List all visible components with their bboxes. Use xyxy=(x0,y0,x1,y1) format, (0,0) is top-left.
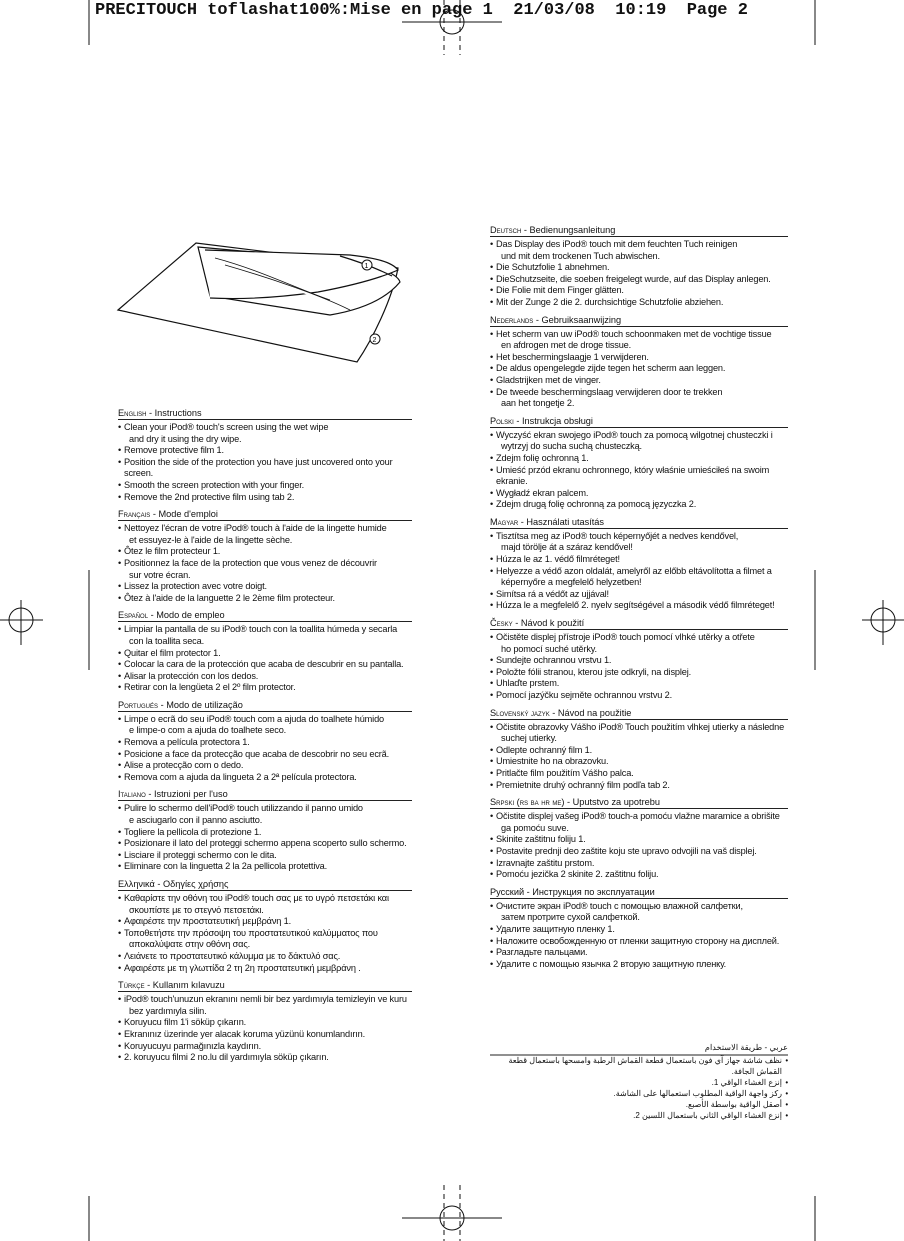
instruction-line: aan het tongetje 2. xyxy=(501,398,575,409)
instruction-item xyxy=(118,963,412,975)
instruction-item xyxy=(118,659,412,671)
instruction-item xyxy=(490,387,788,410)
instruction-line: • Очистите экран iPod® touch с помощью влажной салфетки, xyxy=(496,900,743,911)
instruction-item xyxy=(490,745,788,757)
instruction-line: • Limpiar la pantalla de su iPod® touch con la toallita húmeda y secarla xyxy=(124,624,398,635)
instruction-item xyxy=(490,722,788,745)
instruction-item xyxy=(118,624,412,647)
instruction-line: • Die Schutzfolie 1 abnehmen. xyxy=(496,262,610,273)
instruction-item xyxy=(490,936,788,948)
instruction-list xyxy=(118,803,412,873)
section-title-text: - Návod k použití xyxy=(512,618,585,629)
instruction-line: • iPod® touch'unuzun ekranını nemli bir bez yardımıyla temizleyin ve kuru xyxy=(124,994,407,1005)
section-title xyxy=(118,789,412,801)
instruction-item xyxy=(490,678,788,690)
instruction-list xyxy=(490,430,788,511)
section-nederlands xyxy=(490,315,788,410)
instruction-line: képernyőre a megfelelő helyzetben! xyxy=(501,577,642,588)
instruction-line: • Premietnite druhý ochranný film podľa tab 2. xyxy=(496,779,670,790)
section-greek xyxy=(118,879,412,974)
instruction-item xyxy=(118,749,412,761)
instruction-item xyxy=(118,1017,412,1029)
section-title-text: - Uputstvo za upotrebu xyxy=(564,797,660,808)
instruction-item xyxy=(118,714,412,737)
instruction-list xyxy=(118,422,412,503)
instruction-line: and dry it using the dry wipe. xyxy=(129,433,242,444)
instruction-item xyxy=(118,648,412,660)
instruction-item xyxy=(490,869,788,881)
section-title-text: - Kullanım kılavuzu xyxy=(144,980,225,991)
instruction-item xyxy=(490,465,788,488)
page-header: PRECITOUCH toflashat100%:Mise en page 1 21/03/08 10:19 Page 2 xyxy=(95,1,748,20)
instruction-item xyxy=(490,329,788,352)
instruction-line: • Remova a película protectora 1. xyxy=(124,737,250,748)
instruction-line: sur votre écran. xyxy=(129,569,191,580)
instruction-line: • Postavite prednji deo zaštite koju ste upravo odvojili na vaš displej. xyxy=(496,845,757,856)
instruction-line: • Lissez la protection avec votre doigt. xyxy=(124,581,267,592)
instruction-item xyxy=(118,951,412,963)
instruction-line: • Wyczyść ekran swojego iPod® touch za pomocą wilgotnej chusteczki i xyxy=(496,429,773,440)
instruction-item xyxy=(118,803,412,826)
instruction-item xyxy=(490,488,788,500)
instruction-item xyxy=(118,827,412,839)
instruction-list xyxy=(490,329,788,410)
instruction-line: • Posicione a face da protecção que acaba de descobrir no seu ecrã. xyxy=(124,748,390,759)
instruction-line: затем протрите сухой салфеткой. xyxy=(501,912,640,923)
left-column xyxy=(118,408,412,1070)
section-title-text: - Használati utasítás xyxy=(518,516,605,527)
instruction-item xyxy=(118,593,412,605)
instruction-item xyxy=(118,581,412,593)
instruction-line: • Het beschermingslaagje 1 verwijderen. xyxy=(496,351,649,362)
instruction-item xyxy=(118,480,412,492)
instruction-line: ga pomoću suve. xyxy=(501,822,569,833)
arabic-item: • أصقل الواقية بواسطة الأصبع. xyxy=(490,1099,788,1110)
instruction-line: • Položte fólii stranou, kterou jste odkryli, na displej. xyxy=(496,666,691,677)
instruction-line: majd törölje át a száraz kendővel! xyxy=(501,542,633,553)
section-title xyxy=(118,879,412,891)
instruction-line: • Koruyucuyu parmağınızla kaydırın. xyxy=(124,1040,262,1051)
instruction-list xyxy=(118,994,412,1064)
instruction-item xyxy=(118,916,412,928)
instruction-line: • Koruyucu film 1'i söküp çıkarın. xyxy=(124,1017,247,1028)
section-title xyxy=(490,416,788,428)
instruction-list xyxy=(490,901,788,971)
section-title-text: - Istruzioni per l'uso xyxy=(145,789,228,800)
instruction-line: • De aldus opengelegde zijde tegen het scherm aan leggen. xyxy=(496,363,726,374)
instruction-line: • Tisztítsa meg az iPod® touch képernyőjét a nedves kendővel, xyxy=(496,530,739,541)
instruction-item xyxy=(490,589,788,601)
instruction-item xyxy=(490,297,788,309)
instruction-line: • Remova com a ajuda da lingueta 2 a 2ª película protectora. xyxy=(124,771,357,782)
instruction-item xyxy=(490,811,788,834)
section-title-language: Français xyxy=(118,509,151,520)
instruction-line: • Pulire lo schermo dell'iPod® touch utilizzando il panno umido xyxy=(124,803,363,814)
section-title-text: - Modo de empleo xyxy=(148,610,225,621)
instruction-list xyxy=(118,893,412,974)
instruction-line: • Lisciare il proteggi schermo con le dita. xyxy=(124,849,277,860)
instruction-line: bez yardımıyla silin. xyxy=(129,1005,207,1016)
instruction-line: • Remove the 2nd protective film using tab 2. xyxy=(124,491,295,502)
instruction-item xyxy=(118,994,412,1017)
instruction-item xyxy=(490,352,788,364)
arabic-list xyxy=(490,1055,788,1121)
instruction-line: • Τοποθετήστε την πρόσοψη του προστατευτικού καλύμματος που xyxy=(124,927,378,938)
section-title-text: - Gebruiksaanwijzing xyxy=(533,314,622,325)
instruction-line: • Nettoyez l'écran de votre iPod® touch à l'aide de la lingette humide xyxy=(124,523,387,534)
instruction-line: • Λειάνετε το προστατευτικό κάλυμμα με το δάκτυλό σας. xyxy=(124,950,341,961)
instruction-item xyxy=(490,858,788,870)
section-portugues xyxy=(118,700,412,784)
film-illustration xyxy=(118,243,400,362)
instruction-line: • Zdejm drugą folię ochronną za pomocą języczka 2. xyxy=(496,499,697,510)
instruction-line: • Smooth the screen protection with your finger. xyxy=(124,479,305,490)
instruction-line: αποκαλύψατε στην οθόνη σας. xyxy=(129,939,251,950)
instruction-list xyxy=(490,531,788,612)
instruction-line: • Húzza le az 1. védő filmréteget! xyxy=(496,554,620,565)
instruction-list xyxy=(490,239,788,309)
instruction-line: • Očistite displej vašeg iPod® touch-a pomoću vlažne maramice a obrišite xyxy=(496,811,780,822)
instruction-item xyxy=(118,838,412,850)
instruction-line: und mit dem trockenen Tuch abwischen. xyxy=(501,250,660,261)
instruction-item xyxy=(490,655,788,667)
instruction-line: • Ekranınız üzerinde yer alacak koruma yüzünü konumlandırın. xyxy=(124,1028,366,1039)
instruction-line: • Pomocí jazýčku sejměte ochrannou vrstvu 2. xyxy=(496,690,673,700)
instruction-line: • Retirar con la lengüeta 2 el 2º film protector. xyxy=(124,682,296,693)
instruction-line: ho pomocí suché utěrky. xyxy=(501,643,597,654)
instruction-line: • Alisar la protección con los dedos. xyxy=(124,670,259,681)
instruction-item xyxy=(118,850,412,862)
instruction-item xyxy=(118,1041,412,1053)
section-title xyxy=(118,610,412,622)
instruction-item xyxy=(118,760,412,772)
section-title-language: Deutsch xyxy=(490,225,522,235)
label-2: 2 xyxy=(372,337,377,344)
instruction-list xyxy=(490,722,788,792)
section-title xyxy=(490,517,788,529)
section-title-language: Polski xyxy=(490,415,514,426)
section-polski xyxy=(490,416,788,511)
instruction-item xyxy=(118,928,412,951)
instruction-item xyxy=(118,893,412,916)
instruction-line: • Pritlačte film použitím Vášho palca. xyxy=(496,767,634,778)
arabic-item: • نظف شاشة جهاز آي فون باستعمال قطعة القماش الرطبة وامسحها باستعمال قطعة القماش الجافة. xyxy=(490,1055,788,1077)
section-italiano xyxy=(118,789,412,873)
instruction-item xyxy=(490,834,788,846)
instruction-item xyxy=(490,285,788,297)
section-title xyxy=(490,887,788,899)
instruction-item xyxy=(118,861,412,873)
instruction-list xyxy=(118,523,412,604)
instruction-item xyxy=(490,947,788,959)
instruction-item xyxy=(490,901,788,924)
instruction-line: • Удалите защитную пленку 1. xyxy=(496,923,615,934)
instruction-line: • Alise a protecção com o dedo. xyxy=(124,760,244,771)
instruction-item xyxy=(490,363,788,375)
section-title-text: - Návod na použitie xyxy=(549,707,632,718)
instruction-line: • Helyezze a védő azon oldalát, amelyről az előbb eltávolította a filmet a xyxy=(496,565,772,576)
instruction-line: • Očistite obrazovky Vášho iPod® Touch použitím vlhkej utierky a následne xyxy=(496,721,785,732)
instruction-list xyxy=(118,714,412,784)
instruction-line: • Clean your iPod® touch's screen using the wet wipe xyxy=(124,422,329,432)
section-title xyxy=(118,509,412,521)
section-espanol xyxy=(118,610,412,694)
section-title-language: Slovenský jazyk xyxy=(490,707,550,718)
instruction-line: • Het scherm van uw iPod® touch schoonmaken met de vochtige tissue xyxy=(496,328,772,339)
instruction-list xyxy=(118,624,412,694)
instruction-line: σκουπίστε με το στεγνό πετσετάκι. xyxy=(129,904,264,915)
arabic-item: • إنزع الغشاء الواقي 1. xyxy=(490,1077,788,1088)
instruction-item xyxy=(118,1029,412,1041)
section-english xyxy=(118,408,412,503)
section-title-language: Nederlands xyxy=(490,314,534,325)
right-column xyxy=(490,225,788,976)
instruction-line: • Odlepte ochranný film 1. xyxy=(496,744,592,755)
instruction-item xyxy=(490,768,788,780)
section-title-text: Ελληνικά - Οδηγίες χρήσης xyxy=(118,879,229,889)
instruction-line: • Αφαιρέστε την προστατευτική μεμβράνη 1. xyxy=(124,916,291,927)
instruction-item xyxy=(490,554,788,566)
instruction-item xyxy=(490,262,788,274)
instruction-item xyxy=(490,632,788,655)
instruction-line: • Očistěte displej přístroje iPod® touch pomocí vlhké utěrky a otřete xyxy=(496,632,755,643)
section-slovensky xyxy=(490,708,788,792)
section-title-text: - Bedienungsanleitung xyxy=(521,225,616,235)
section-title-text: - Instructions xyxy=(146,408,202,418)
instruction-item xyxy=(118,682,412,694)
section-cesky xyxy=(490,618,788,702)
instruction-item xyxy=(490,375,788,387)
instruction-line: • Positionnez la face de la protection que vous venez de découvrir xyxy=(124,557,377,568)
instruction-line: e asciugarlo con il panno asciutto. xyxy=(129,815,263,826)
instruction-line: • Posizionare il lato del proteggi schermo appena scoperto sullo schermo. xyxy=(124,838,407,849)
instruction-line: • Eliminare con la linguetta 2 la 2a pellicola protettiva. xyxy=(124,861,328,872)
instruction-line: • Quitar el film protector 1. xyxy=(124,647,221,658)
instruction-line: • Das Display des iPod® touch mit dem feuchten Tuch reinigen xyxy=(496,239,738,249)
section-title-text: - Modo de utilização xyxy=(158,699,243,710)
instruction-line: • Remove protective film 1. xyxy=(124,445,224,456)
section-magyar xyxy=(490,517,788,612)
instruction-item xyxy=(490,600,788,612)
instruction-item xyxy=(118,523,412,546)
section-turkce xyxy=(118,980,412,1064)
instruction-line: con la toallita seca. xyxy=(129,635,204,646)
section-title-language: Česky xyxy=(490,618,513,629)
instruction-item xyxy=(490,780,788,792)
instruction-line: • Húzza le a megfelelő 2. nyelv segítségével a második védő filmréteget! xyxy=(496,600,775,611)
instruction-line: • Position the side of the protection you have just uncovered onto your screen. xyxy=(124,456,393,479)
section-title-language: Magyar xyxy=(490,516,519,527)
instruction-line: wytrzyj do sucha suchą chusteczką. xyxy=(501,441,642,452)
instruction-line: • Umieść przód ekranu ochronnego, który właśnie umieściłeś na swoim ekranie. xyxy=(496,464,770,487)
instruction-line: • De tweede beschermingslaag verwijderen door te trekken xyxy=(496,386,723,397)
section-deutsch xyxy=(490,225,788,309)
instruction-item xyxy=(490,274,788,286)
instruction-line: • Wygładź ekran palcem. xyxy=(496,487,589,498)
section-title xyxy=(490,708,788,720)
instruction-item xyxy=(118,737,412,749)
arabic-item: • إنزع الغشاء الواقي الثاني باستعمال اللسين 2. xyxy=(490,1110,788,1121)
instruction-item xyxy=(490,239,788,262)
instruction-line: et essuyez-le à l'aide de la lingette sèche. xyxy=(129,534,293,545)
section-title-language: English xyxy=(118,408,147,418)
instruction-line: • Αφαιρέστε με τη γλωττίδα 2 τη 2η προστατευτική μεμβράνη . xyxy=(124,962,361,973)
instruction-item xyxy=(118,1052,412,1064)
section-title xyxy=(118,408,412,420)
instruction-line: • Sundejte ochrannou vrstvu 1. xyxy=(496,655,612,666)
instruction-line: • Togliere la pellicola di protezione 1. xyxy=(124,826,262,837)
instruction-line: • DieSchutzseite, die soeben freigelegt wurde, auf das Display anlegen. xyxy=(496,273,771,284)
instruction-item xyxy=(118,671,412,683)
instruction-line: • Ôtez à l'aide de la languette 2 le 2ème film protecteur. xyxy=(124,592,335,603)
instruction-item xyxy=(490,959,788,971)
instruction-line: • Mit der Zunge 2 die 2. durchsichtige Schutzfolie abziehen. xyxy=(496,296,724,307)
instruction-line: • Die Folie mit dem Finger glätten. xyxy=(496,285,624,296)
instruction-item xyxy=(118,457,412,480)
instruction-item xyxy=(490,531,788,554)
instruction-line: • Gladstrijken met de vinger. xyxy=(496,374,601,385)
instruction-line: • Ôtez le film protecteur 1. xyxy=(124,546,221,557)
instruction-line: • Наложите освобожденную от пленки защитную сторону на дисплей. xyxy=(496,935,780,946)
instruction-line: • Καθαρίστε την οθόνη του iPod® touch σας με το υγρό πετσετάκι και xyxy=(124,893,389,903)
instruction-line: • Разгладьте пальцами. xyxy=(496,947,588,958)
instruction-line: • 2. koruyucu filmi 2 no.lu dil yardımıyla söküp çıkarın. xyxy=(124,1052,329,1063)
instruction-line: • Удалите с помощью язычка 2 вторую защитную пленку. xyxy=(496,958,727,969)
instruction-item xyxy=(490,499,788,511)
instruction-item xyxy=(118,422,412,445)
instruction-item xyxy=(490,430,788,453)
instruction-item xyxy=(118,546,412,558)
section-srpski xyxy=(490,797,788,881)
instruction-line: • Simítsa rá a védőt az ujjával! xyxy=(496,588,609,599)
instruction-item xyxy=(490,756,788,768)
section-title-language: Türkçe xyxy=(118,980,145,991)
section-title xyxy=(118,980,412,992)
arabic-title: عربي - طريقة الاستخدام xyxy=(704,1043,788,1052)
instruction-item xyxy=(490,667,788,679)
section-title xyxy=(490,315,788,327)
instruction-line: • Umiestnite ho na obrazovku. xyxy=(496,756,609,767)
instruction-line: • Uhlaďte prstem. xyxy=(496,678,560,689)
section-title-language: Srpski (rs ba hr me) xyxy=(490,797,565,808)
section-title-language: Portugués xyxy=(118,699,159,710)
instruction-line: en afdrogen met de droge tissue. xyxy=(501,340,632,351)
section-title xyxy=(490,797,788,809)
instruction-line: • Izravnajte zaštitu prstom. xyxy=(496,857,595,868)
section-francais xyxy=(118,509,412,604)
section-title-language: Español xyxy=(118,610,149,621)
instruction-item xyxy=(118,772,412,784)
instruction-item xyxy=(490,846,788,858)
section-title xyxy=(490,225,788,237)
instruction-item xyxy=(118,558,412,581)
section-title-language: Italiano xyxy=(118,789,146,800)
arabic-section xyxy=(490,1042,788,1121)
label-1: 1 xyxy=(364,263,369,270)
instruction-item xyxy=(490,690,788,702)
section-title-text: - Instrukcja obsługi xyxy=(513,415,593,426)
instruction-list xyxy=(490,811,788,881)
section-title-text: - Mode d'emploi xyxy=(150,509,218,520)
instruction-line: • Colocar la cara de la protección que acaba de descubrir en su pantalla. xyxy=(124,659,404,670)
instruction-item xyxy=(490,453,788,465)
arabic-item: • ركز واجهة الواقية المطلوب استعمالها على الشاشة. xyxy=(490,1088,788,1099)
instruction-line: • Pomoću jezička 2 skinite 2. zaštitnu foliju. xyxy=(496,869,659,880)
section-title-text: Русский - Инструкция по эксплуатации xyxy=(490,886,655,897)
instruction-line: suchej utierky. xyxy=(501,733,557,744)
instruction-list xyxy=(490,632,788,702)
instruction-line: • Limpe o ecrã do seu iPod® touch com a ajuda do toalhete húmido xyxy=(124,713,384,724)
section-russian xyxy=(490,887,788,971)
instruction-line: • Zdejm folię ochronną 1. xyxy=(496,452,589,463)
instruction-item xyxy=(118,445,412,457)
instruction-item xyxy=(490,566,788,589)
instruction-item xyxy=(490,924,788,936)
section-title xyxy=(118,700,412,712)
instruction-line: • Skinite zaštitnu foliju 1. xyxy=(496,834,586,845)
section-title xyxy=(490,618,788,630)
instruction-line: e limpe-o com a ajuda do toalhete seco. xyxy=(129,725,287,736)
instruction-item xyxy=(118,492,412,504)
